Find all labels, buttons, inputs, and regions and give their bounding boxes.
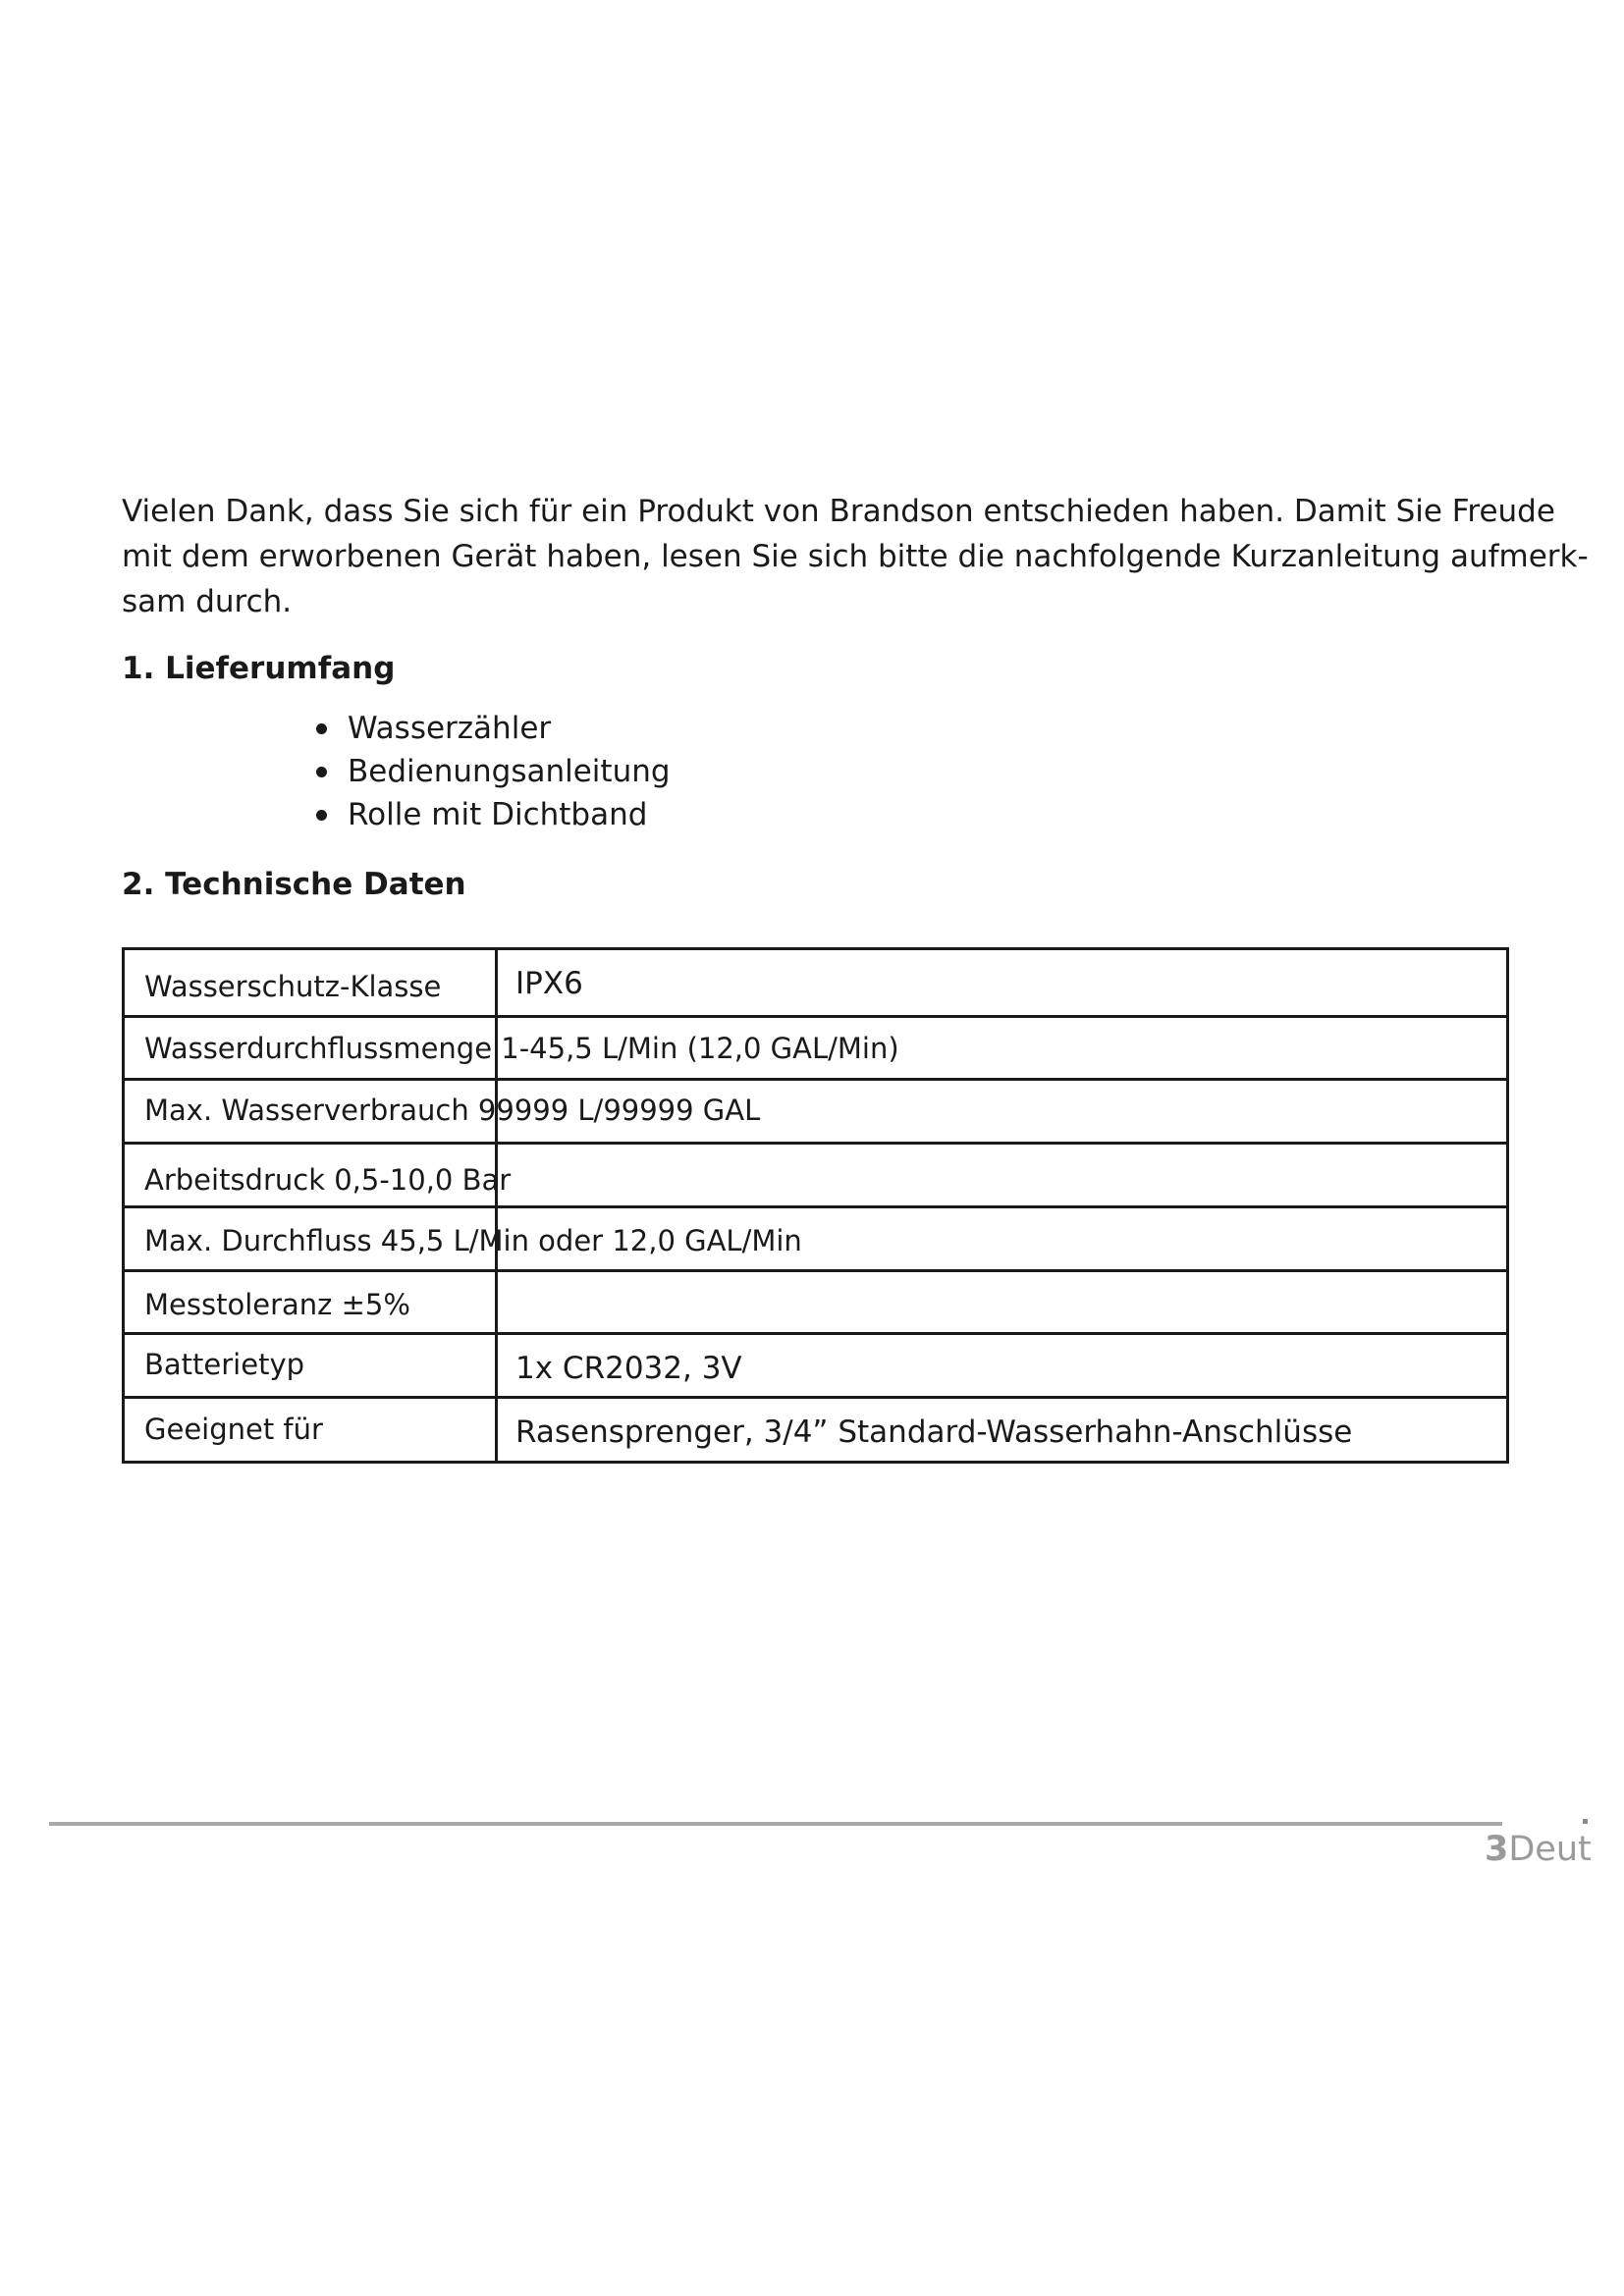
spec-label: Batterietyp: [144, 1348, 305, 1381]
section-heading-technische-daten: 2. Technische Daten: [122, 867, 466, 902]
list-item: Rolle mit Dichtband: [310, 793, 671, 836]
spec-label: Max. Wasserverbrauch 99999 L/99999 GAL: [144, 1094, 761, 1127]
spec-table: [122, 947, 1509, 1464]
spec-value: IPX6: [515, 966, 583, 1001]
footer-dot: [1583, 1819, 1588, 1824]
bullet-icon: [316, 810, 327, 821]
footer-divider: [49, 1822, 1502, 1826]
list-item: Wasserzähler: [310, 707, 671, 750]
spec-label: Messtoleranz ±5%: [144, 1288, 410, 1321]
table-row: [125, 1208, 1506, 1272]
spec-label: Wasserdurchflussmenge 1-45,5 L/Min (12,0 GAL/Min): [144, 1032, 899, 1065]
spec-value: 1x CR2032, 3V: [515, 1351, 742, 1386]
spec-label: Arbeitsdruck 0,5-10,0 Bar: [144, 1163, 512, 1197]
intro-paragraph: [122, 489, 1589, 624]
list-item: Bedienungsanleitung: [310, 750, 671, 793]
spec-label: Wasserschutz-Klasse: [144, 970, 442, 1003]
table-row: [125, 1335, 1506, 1399]
page-number: 3Deut: [1485, 1830, 1592, 1869]
bullet-icon: [316, 767, 327, 777]
intro-line-2: mit dem erworbenen Gerät haben, lesen Sie sich bitte die nachfolgende Kurzanleitung aufmerk-: [122, 539, 1589, 574]
table-row: [125, 1018, 1506, 1081]
table-row: [125, 1272, 1506, 1335]
section-heading-lieferumfang: 1. Lieferumfang: [122, 651, 396, 686]
spec-label: Geeignet für: [144, 1413, 323, 1446]
intro-line-1: Vielen Dank, dass Sie sich für ein Produkt von Brandson entschieden haben. Damit Sie Freude: [122, 494, 1555, 529]
table-row: [125, 1145, 1506, 1208]
table-row: [125, 1081, 1506, 1145]
bullet-icon: [316, 723, 327, 734]
delivery-list: [310, 707, 671, 836]
table-row: [125, 1399, 1506, 1461]
spec-value: Rasensprenger, 3/4” Standard-Wasserhahn-Anschlüsse: [515, 1415, 1353, 1450]
intro-line-3: sam durch.: [122, 584, 293, 619]
table-row: [125, 950, 1506, 1018]
spec-label: Max. Durchfluss 45,5 L/Min oder 12,0 GAL/Min: [144, 1224, 802, 1257]
